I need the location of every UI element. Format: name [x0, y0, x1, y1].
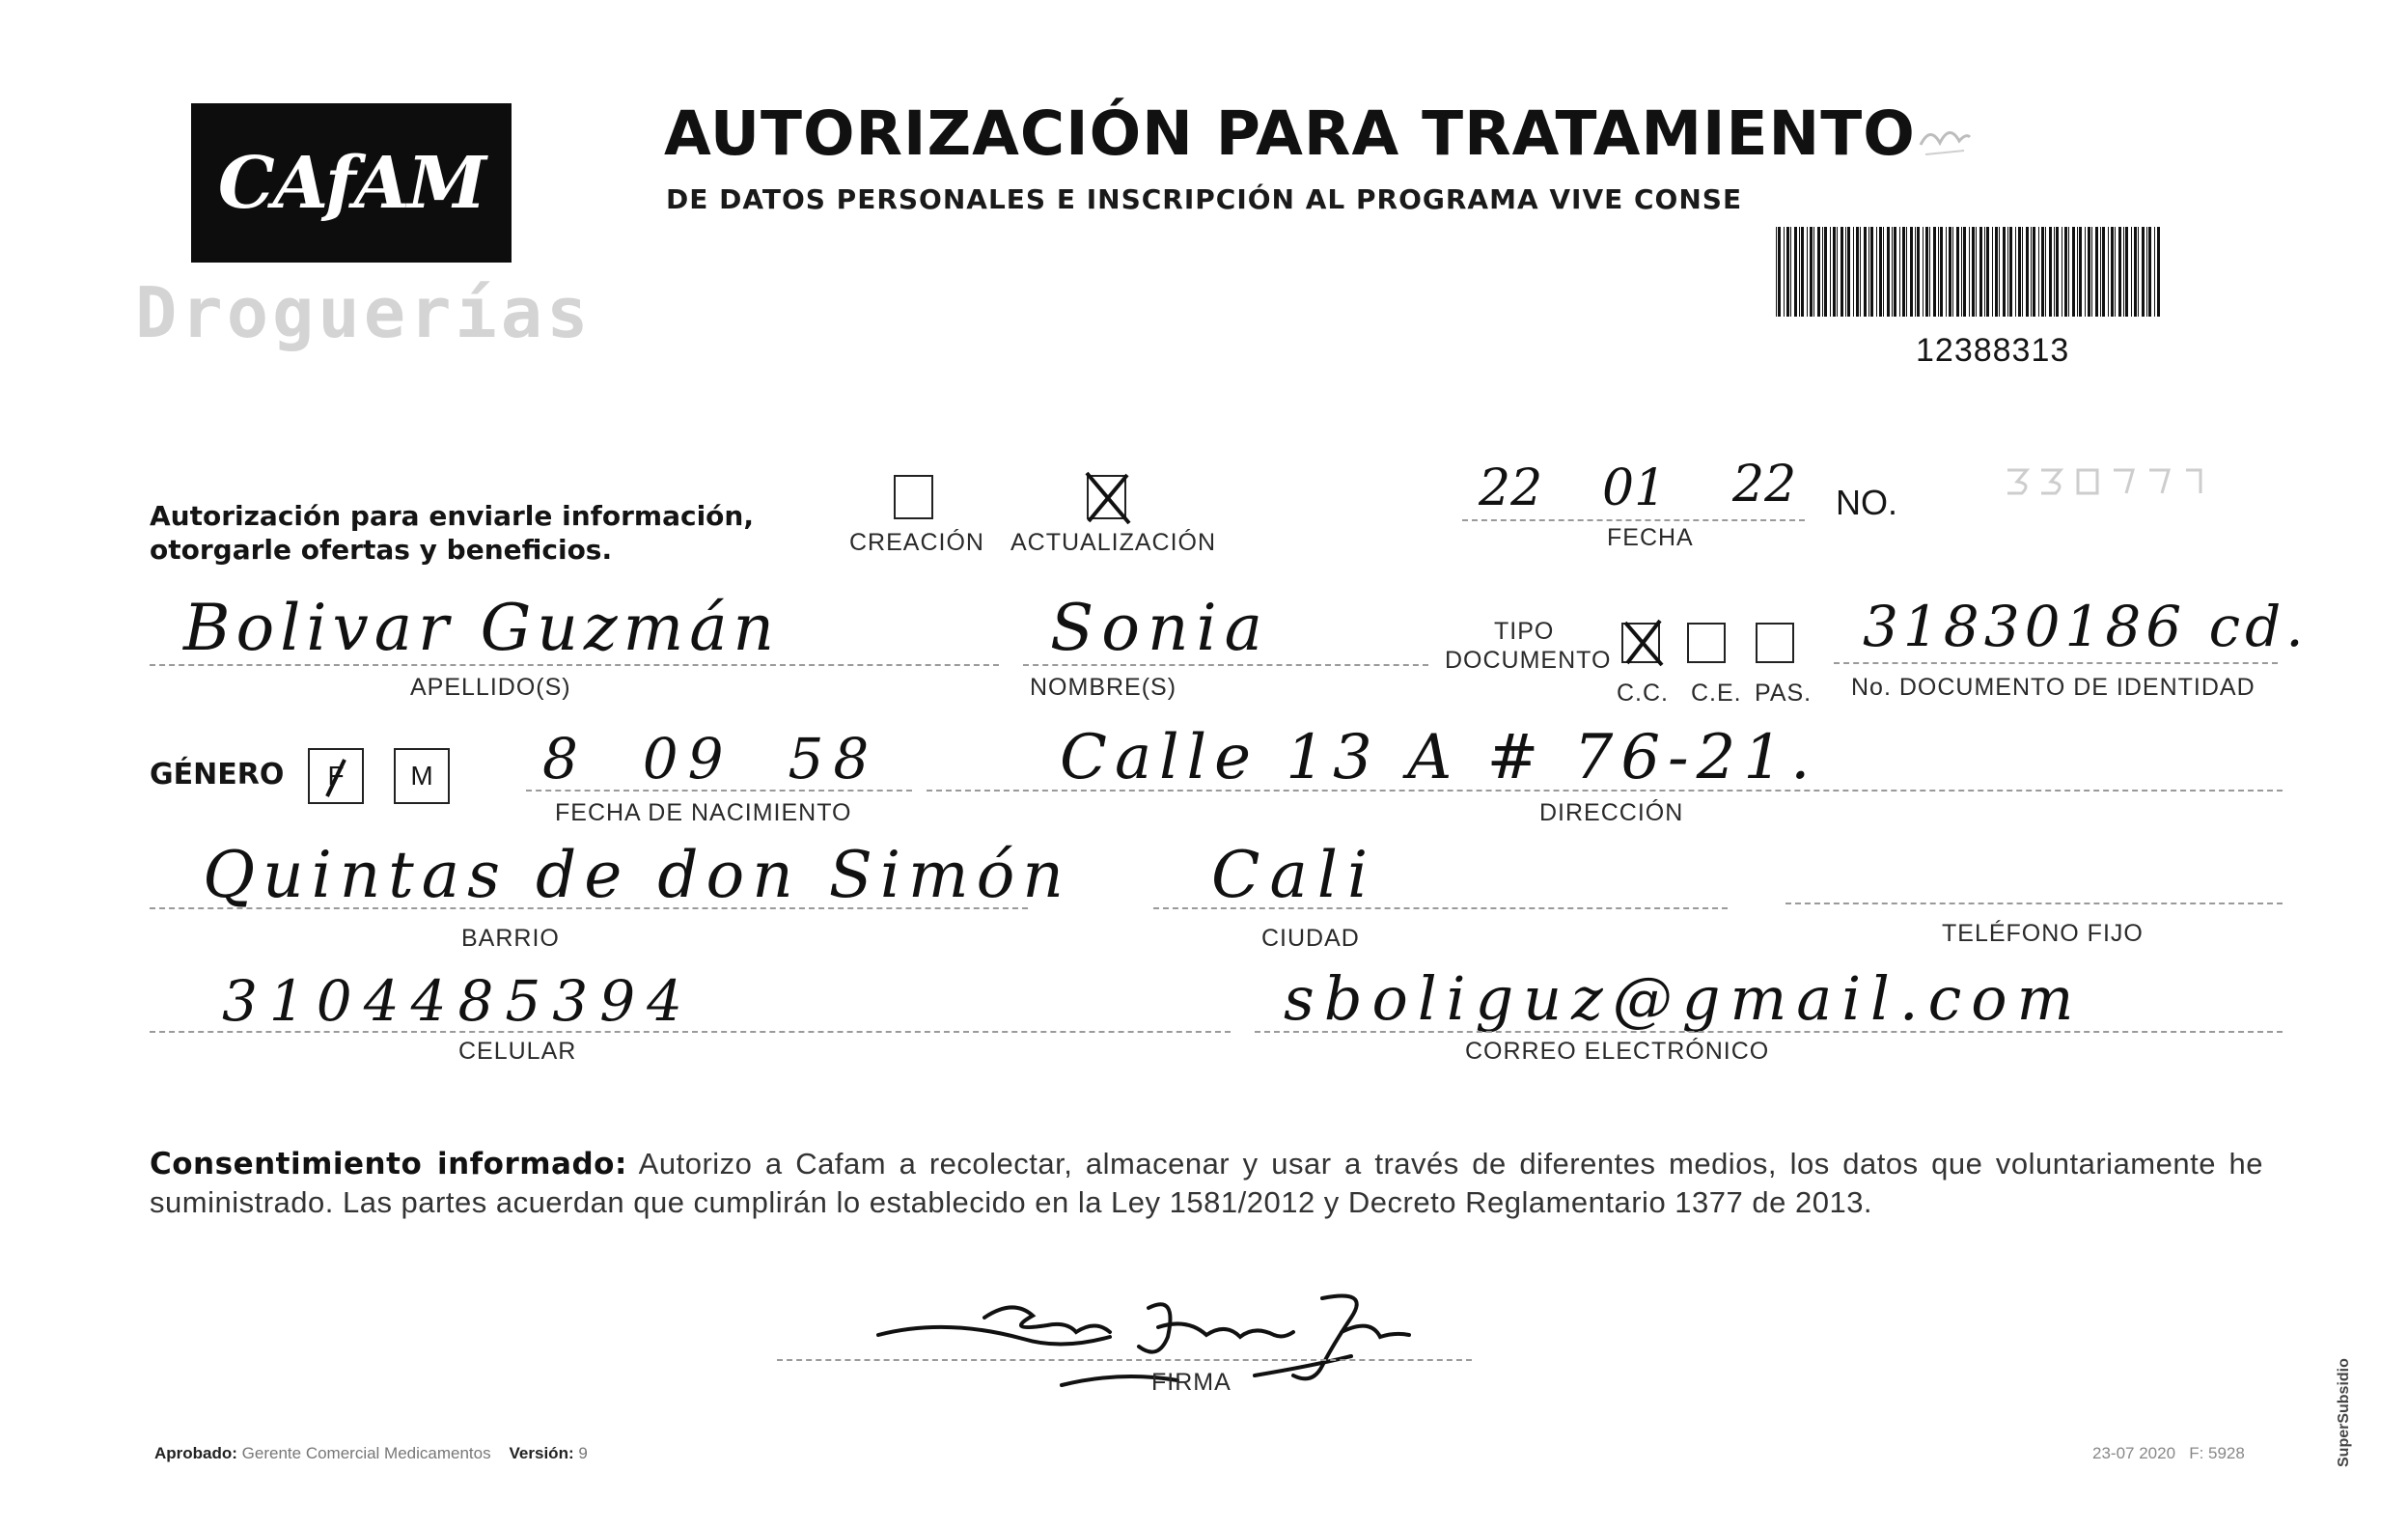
- barrio-value: Quintas de don Simón: [203, 838, 1071, 912]
- side-imprint-text: SuperSubsidio: [2336, 1358, 2352, 1467]
- celular-label: CELULAR: [458, 1038, 577, 1065]
- barcode-bar: [1925, 227, 1928, 317]
- barcode-bar: [2100, 227, 2101, 317]
- subbrand-text: Droguerías: [135, 272, 593, 353]
- barcode-bar: [1883, 227, 1884, 317]
- stamp-mark: [1916, 116, 1974, 164]
- footer-approval: [154, 1444, 588, 1463]
- barcode-bar: [2102, 227, 2105, 317]
- barcode-bar: [2026, 227, 2029, 317]
- barcode-bar: [1870, 227, 1873, 317]
- barcode-bar: [1979, 227, 1982, 317]
- barcode-bar: [1915, 227, 1916, 317]
- x-mark-icon: [1083, 469, 1133, 527]
- barcode-bar: [2056, 227, 2059, 317]
- intro-line-2: otorgarle ofertas y beneficios.: [150, 534, 613, 566]
- aprobado-label: Aprobado:: [154, 1444, 237, 1462]
- barcode-bar: [1799, 227, 1800, 317]
- barcode-bar: [2018, 227, 2021, 317]
- barcode-bar: [1824, 227, 1827, 317]
- barcode-bar: [1963, 227, 1966, 317]
- check-mark-icon: [314, 754, 362, 802]
- barcode-bar: [2003, 227, 2006, 317]
- barcode-bar: [2142, 227, 2145, 317]
- barcode-bar: [1868, 227, 1869, 317]
- barcode-bar: [1879, 227, 1882, 317]
- barcode-bar: [2068, 227, 2069, 317]
- barcode-bar: [1902, 227, 1905, 317]
- barcode-bar: [1794, 227, 1797, 317]
- ce-checkbox[interactable]: [1687, 623, 1726, 663]
- direccion-value: Calle 13 A # 76-21.: [1060, 722, 1818, 793]
- version-label: Versión:: [509, 1444, 574, 1462]
- document-subtitle: DE DATOS PERSONALES E INSCRIPCIÓN AL PROGRAMA VIVE CONSE: [666, 183, 1743, 215]
- barcode-bar: [2022, 227, 2023, 317]
- barcode-bar: [2095, 227, 2098, 317]
- barcode-bar: [2123, 227, 2124, 317]
- barcode-bar: [1810, 227, 1813, 317]
- creacion-checkbox[interactable]: [894, 475, 933, 519]
- barcode-bar: [2154, 227, 2155, 317]
- barcode-bar: [2157, 227, 2160, 317]
- barcode-bar: [2049, 227, 2052, 317]
- barcode-bar: [1961, 227, 1962, 317]
- barcode-bar: [1917, 227, 1920, 317]
- barcode-bar: [1952, 227, 1953, 317]
- nombres-value: Sonia: [1050, 591, 1270, 665]
- barcode-bar: [1986, 227, 1989, 317]
- barcode-bar: [1899, 227, 1900, 317]
- cc-label: C.C.: [1617, 680, 1669, 707]
- barcode-bar: [1892, 227, 1893, 317]
- consent-text: Autorizo a Cafam a recolectar, almacenar y usar a través de diferentes medios, los datos que voluntariamente he suministrado. Las partes acuerdan que cumplirán lo establecido en la Ley 1581/2012 y Decreto Reglamentario 1377 de 2013.: [150, 1147, 2263, 1219]
- aprobado-value: Gerente Comercial Medicamentos: [241, 1444, 491, 1462]
- barcode-bar: [2007, 227, 2008, 317]
- date-year: 22: [1732, 456, 1797, 514]
- correo-value: sboliguz@gmail.com: [1284, 963, 2084, 1034]
- barcode-bar: [1969, 227, 1970, 317]
- number-label: NO.: [1836, 483, 1898, 522]
- x-mark-icon: [1619, 615, 1668, 671]
- barcode-bar: [1949, 227, 1951, 317]
- barcode-bar: [1876, 227, 1877, 317]
- barcode-bar: [2131, 227, 2132, 317]
- barcode-bar: [1786, 227, 1789, 317]
- ce-label: C.E.: [1691, 680, 1742, 707]
- barcode-bar: [1813, 227, 1814, 317]
- genero-label: GÉNERO: [150, 758, 285, 792]
- consent-heading: Consentimiento informado:: [150, 1147, 627, 1181]
- barcode-bar: [1807, 227, 1808, 317]
- barcode-bar: [1984, 227, 1985, 317]
- barcode-bar: [2134, 227, 2137, 317]
- version-value: 9: [578, 1444, 588, 1462]
- barcode-bar: [2079, 227, 2082, 317]
- pas-label: PAS.: [1755, 680, 1813, 707]
- ciudad-value: Cali: [1211, 838, 1378, 912]
- barcode-bar: [1845, 227, 1846, 317]
- date-day: 22: [1479, 459, 1543, 517]
- barcode-bar: [1790, 227, 1791, 317]
- actualizacion-checkbox[interactable]: [1087, 475, 1126, 519]
- barcode-bar: [1976, 227, 1977, 317]
- faded-serial: [2003, 466, 2205, 497]
- barcode-bar: [2033, 227, 2035, 317]
- consent-paragraph: [150, 1145, 2263, 1222]
- barcode-bar: [1830, 227, 1831, 317]
- celular-value: 3104485394: [222, 968, 695, 1034]
- barcode-bar: [1923, 227, 1924, 317]
- barcode-bar: [2108, 227, 2109, 317]
- ciudad-label: CIUDAD: [1261, 925, 1360, 952]
- barcode-bar: [2064, 227, 2067, 317]
- barcode-bar: [2077, 227, 2078, 317]
- pas-checkbox[interactable]: [1756, 623, 1794, 663]
- barrio-label: BARRIO: [461, 925, 560, 952]
- barcode-bar: [2091, 227, 2092, 317]
- barcode-bar: [2054, 227, 2055, 317]
- nombres-label: NOMBRE(S): [1030, 674, 1177, 701]
- barcode-bar: [2085, 227, 2086, 317]
- barcode-bar: [2148, 227, 2151, 317]
- date-label: FECHA: [1607, 524, 1694, 551]
- barcode-bar: [1784, 227, 1785, 317]
- direccion-label: DIRECCIÓN: [1539, 799, 1684, 826]
- barcode-bar: [1776, 227, 1777, 317]
- barcode-bar: [2031, 227, 2032, 317]
- creacion-label: CREACIÓN: [849, 529, 984, 556]
- documento-value: 31830186 cd.: [1863, 594, 2309, 659]
- documento-label: No. DOCUMENTO DE IDENTIDAD: [1851, 674, 2256, 701]
- document-title: AUTORIZACIÓN PARA TRATAMIENTO: [664, 98, 1916, 169]
- apellidos-value: Bolivar Guzmán: [183, 591, 781, 665]
- intro-line-1: Autorización para enviarle información,: [150, 500, 754, 532]
- barcode-number: 12388313: [1916, 332, 2070, 369]
- signature-label: FIRMA: [1151, 1369, 1232, 1396]
- genero-f-label: F: [327, 761, 345, 791]
- barcode-bar: [2118, 227, 2121, 317]
- actualizacion-label: ACTUALIZACIÓN: [1010, 529, 1217, 556]
- barcode-bar: [1778, 227, 1781, 317]
- barcode: [1774, 227, 2165, 317]
- barcode-bar: [1894, 227, 1896, 317]
- barcode-bar: [2041, 227, 2044, 317]
- barcode-bar: [1972, 227, 1975, 317]
- barcode-bar: [2115, 227, 2116, 317]
- footer-code: 23-07 2020 F: 5928: [2092, 1444, 2245, 1462]
- barcode-bar: [1822, 227, 1823, 317]
- barcode-bar: [1817, 227, 1820, 317]
- barcode-bar: [1995, 227, 1998, 317]
- genero-f-checkbox[interactable]: [308, 748, 364, 804]
- barcode-bar: [2038, 227, 2039, 317]
- tipo-label-1: TIPO: [1494, 618, 1555, 645]
- cc-checkbox[interactable]: [1621, 623, 1660, 663]
- telefono-label: TELÉFONO FIJO: [1942, 920, 2144, 947]
- barcode-bar: [1933, 227, 1936, 317]
- barcode-bar: [1833, 227, 1836, 317]
- barcode-bar: [1992, 227, 1993, 317]
- barcode-bar: [2009, 227, 2012, 317]
- barcode-bar: [1906, 227, 1907, 317]
- barcode-bar: [2146, 227, 2147, 317]
- nacimiento-label: FECHA DE NACIMIENTO: [555, 799, 852, 826]
- barcode-bar: [1929, 227, 1930, 317]
- barcode-bar: [1853, 227, 1854, 317]
- nacimiento-value: 8 09 58: [542, 726, 879, 792]
- barcode-bar: [2015, 227, 2016, 317]
- barcode-bar: [1841, 227, 1843, 317]
- barcode-bar: [1864, 227, 1867, 317]
- barcode-bar: [1856, 227, 1859, 317]
- barcode-bar: [1910, 227, 1913, 317]
- barcode-bar: [1887, 227, 1890, 317]
- barcode-bar: [1999, 227, 2000, 317]
- genero-m-label: M: [410, 761, 433, 791]
- barcode-bar: [1956, 227, 1959, 317]
- barcode-bar: [2125, 227, 2128, 317]
- brand-logo: [191, 103, 512, 263]
- barcode-bar: [1946, 227, 1947, 317]
- date-month: 01: [1602, 459, 1667, 517]
- genero-m-checkbox[interactable]: [394, 748, 450, 804]
- barcode-bar: [1938, 227, 1939, 317]
- barcode-bar: [1940, 227, 1943, 317]
- barcode-bar: [2111, 227, 2114, 317]
- barcode-bar: [1847, 227, 1850, 317]
- barcode-bar: [2138, 227, 2139, 317]
- correo-label: CORREO ELECTRÓNICO: [1465, 1038, 1770, 1065]
- barcode-bar: [2045, 227, 2046, 317]
- logo-text: CAfAM: [217, 141, 485, 225]
- barcode-bar: [2072, 227, 2075, 317]
- barcode-bar: [2088, 227, 2090, 317]
- tipo-label-2: DOCUMENTO: [1445, 647, 1612, 674]
- barcode-bar: [1837, 227, 1838, 317]
- barcode-bar: [1801, 227, 1804, 317]
- barcode-bar: [1860, 227, 1861, 317]
- side-imprint: [2336, 1358, 2353, 1467]
- apellidos-label: APELLIDO(S): [410, 674, 571, 701]
